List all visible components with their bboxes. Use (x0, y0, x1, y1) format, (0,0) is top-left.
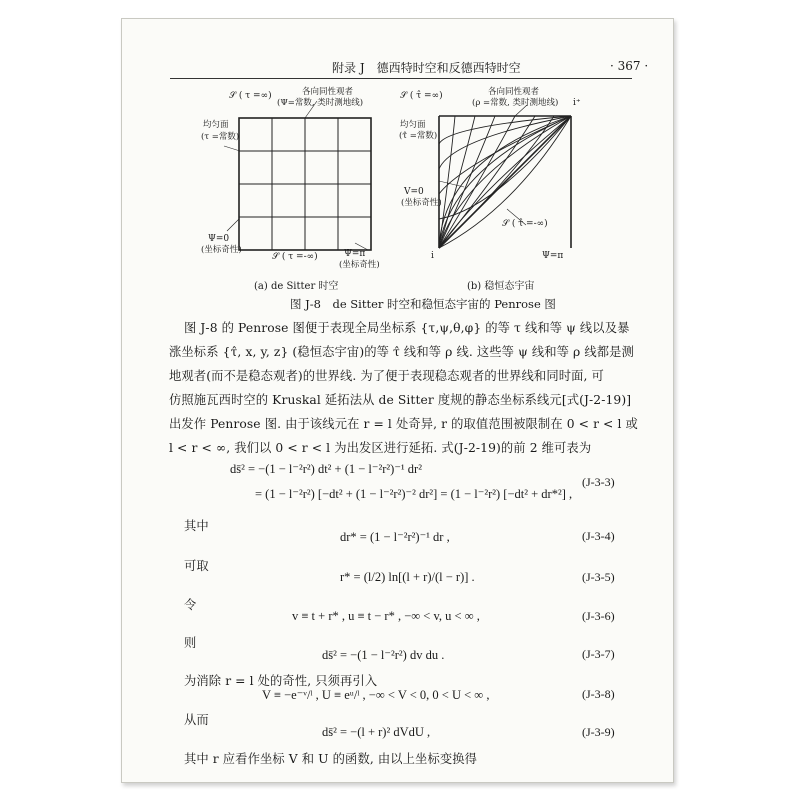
equation-j-3-8: V ≡ −e⁻ᵛ/ˡ , U ≡ eᵘ/ˡ , −∞ < V < 0, 0 < U < ∞ , (262, 688, 490, 702)
equation-number-j-3-4: (J-3-4) (582, 529, 615, 543)
psi-pi-label-b: Ψ=π (542, 251, 564, 261)
text-xiaochu: 为消除 r = l 处的奇性, 只须再引入 (184, 674, 378, 688)
i-minus-label: i (431, 251, 434, 261)
uniform-surface-label-a-1: 均匀面 (203, 120, 229, 130)
psi-zero-note: (坐标奇性) (201, 245, 242, 255)
i-plus-label: i⁺ (573, 98, 581, 108)
equation-number-j-3-3: (J-3-3) (582, 475, 615, 489)
equation-number-j-3-7: (J-3-7) (582, 647, 615, 661)
equation-j-3-3-line1: ds̄² = −(1 − l⁻²r²) dt² + (1 − l⁻²r²)⁻¹ dr² (230, 462, 422, 476)
psi-pi-label-a: Ψ=π (344, 249, 366, 259)
penrose-figure (122, 19, 673, 319)
figure-caption: 图 J-8 de Sitter 时空和稳恒态宇宙的 Penrose 图 (290, 297, 556, 311)
scri-top-label-a: 𝒮 ( τ =∞) (229, 91, 272, 101)
observer-label-b-1: 各向同性观者 (488, 87, 540, 97)
para1-line4: 仿照施瓦西时空的 Kruskal 延拓法从 de Sitter 度规的静态坐标系线元[式(J-2-19)] (169, 393, 632, 407)
uniform-surface-label-a-2: (τ =常数) (201, 132, 240, 142)
caption-b: (b) 稳恒态宇宙 (467, 281, 535, 292)
para1-line2: 涨坐标系 {τ̂, x, y, z} (稳恒态宇宙)的等 τ̂ 线和等 ρ 线. 这些等 ψ 线和等 ρ 线都是测 (169, 345, 634, 359)
observer-label-a-1: 各向同性观者 (302, 87, 354, 97)
observer-label-a-2: (Ψ=常数, 类时测地线) (277, 98, 364, 108)
equation-number-j-3-5: (J-3-5) (582, 570, 615, 584)
uniform-surface-label-b-2: (τ̂ =常数) (399, 131, 438, 141)
pointer-line (224, 146, 240, 151)
psi-zero-label: Ψ=0 (208, 234, 230, 244)
text-keqv: 可取 (184, 559, 209, 573)
running-header-title: 附录 J 德西特时空和反德西特时空 (332, 61, 521, 75)
para1-line5: 出发作 Penrose 图. 由于该线元在 r = l 处奇异, r 的取值范围被限制在 0 < r < l 或 (169, 417, 638, 431)
equation-number-j-3-9: (J-3-9) (582, 725, 615, 739)
uniform-surface-label-b-1: 均匀面 (400, 120, 426, 130)
equation-j-3-5: r* = (l/2) ln[(l + r)/(l − r)] . (340, 570, 475, 584)
psi-pi-note-a: (坐标奇性) (339, 260, 380, 270)
text-ling: 令 (184, 598, 197, 612)
equation-j-3-4: dr* = (1 − l⁻²r²)⁻¹ dr , (340, 530, 450, 544)
observer-label-b-2: (ρ =常数, 类时测地线) (472, 98, 559, 108)
v-zero-note: (坐标奇性) (401, 198, 442, 208)
equation-j-3-7: ds̄² = −(1 − l⁻²r²) dv du . (322, 648, 445, 662)
de-sitter-diagram (224, 101, 371, 250)
equation-j-3-3-line2: = (1 − l⁻²r²) [−dt² + (1 − l⁻²r²)⁻² dr²] = (1 − l⁻²r²) [−dt² + dr*²] , (255, 487, 573, 501)
caption-a: (a) de Sitter 时空 (254, 281, 339, 292)
last-text-line: 其中 r 应看作坐标 V 和 U 的函数, 由以上坐标变换得 (184, 752, 478, 766)
scri-top-label-b: 𝒮 ( τ̂ =∞) (400, 91, 443, 101)
scri-bottom-label-a: 𝒮 ( τ =-∞) (272, 252, 318, 262)
equation-number-j-3-8: (J-3-8) (582, 687, 615, 701)
v-zero-label: V=0 (404, 187, 424, 197)
text-qizhong-1: 其中 (184, 519, 209, 533)
para1-line6: l < r < ∞, 我们以 0 < r < l 为出发区进行延拓. 式(J-2-19)的前 2 维可表为 (169, 441, 592, 455)
page-number: · 367 · (610, 59, 649, 73)
equation-j-3-6: v ≡ t + r* , u ≡ t − r* , −∞ < v, u < ∞ , (292, 609, 480, 623)
para1-line1: 图 J-8 的 Penrose 图便于表现全局坐标系 {τ,ψ,θ,φ} 的等 τ 线和等 ψ 线以及暴 (184, 321, 630, 335)
para1-line3: 地观者(而不是稳态观者)的世界线. 为了便于表现稳态观者的世界线和同时面, 可 (169, 369, 604, 383)
text-ze: 则 (184, 636, 197, 650)
equation-j-3-9: ds̄² = −(l + r)² dVdU , (322, 725, 431, 739)
equation-number-j-3-6: (J-3-6) (582, 609, 615, 623)
scri-bottom-label-b: 𝒮 ( τ̂ =-∞) (502, 219, 548, 229)
text-congher: 从而 (184, 713, 209, 727)
paper-sheet (121, 18, 674, 783)
pointer-line (227, 219, 239, 231)
